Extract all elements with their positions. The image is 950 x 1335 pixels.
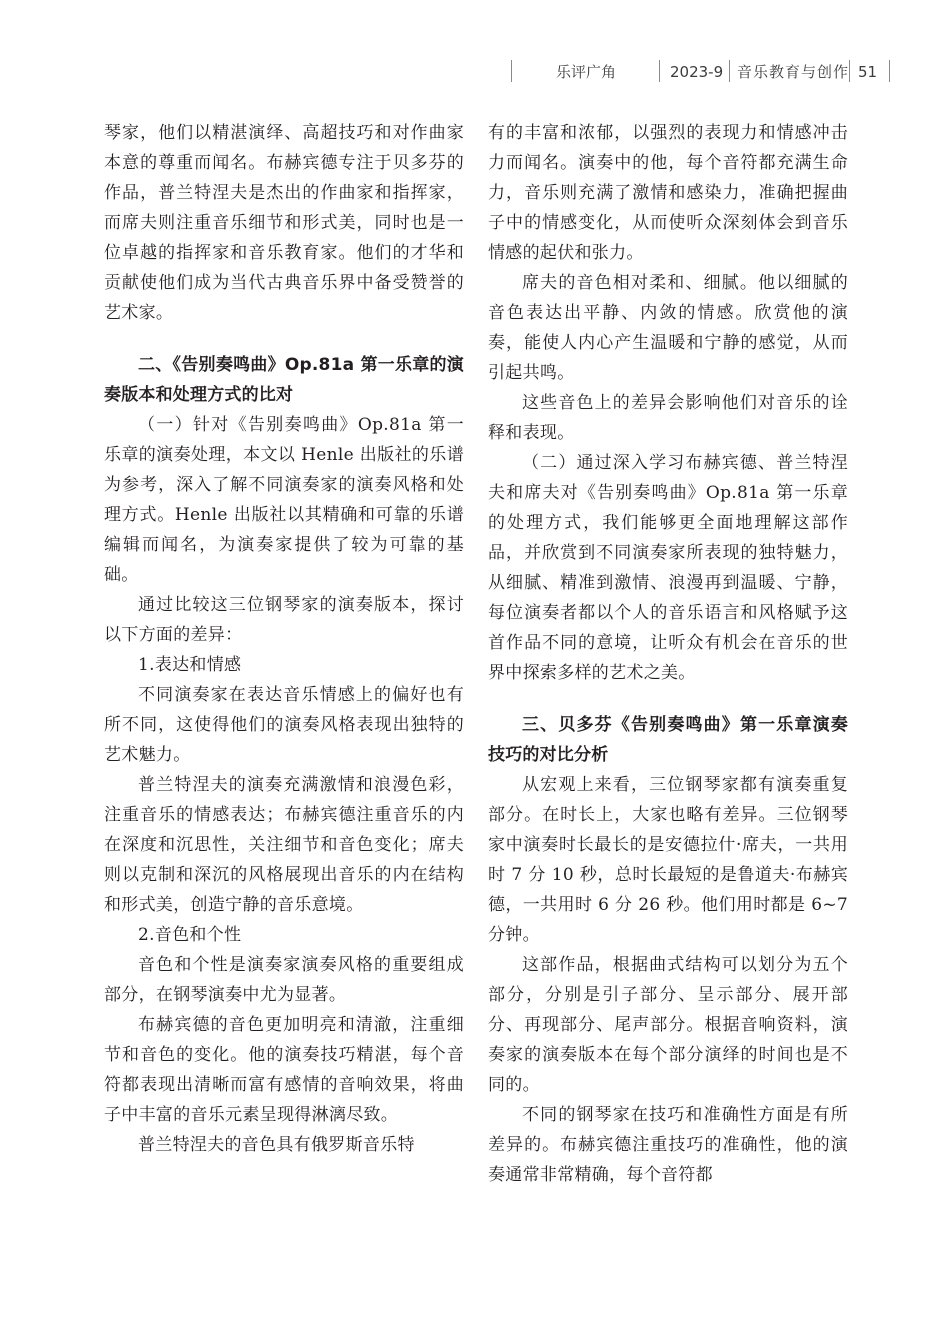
paragraph: 从宏观上来看，三位钢琴家都有演奏重复部分。在时长上，大家也略有差异。三位钢琴家中演奏时长最长的是安德拉什·席夫，一共用时 7 分 10 秒，总时长最短的是鲁道夫·布赫宾德，一共用时 6 分 26 秒。他们用时都是 6~7 分钟。 [488, 775, 848, 945]
subheading: 2.音色和个性 [138, 925, 242, 945]
paragraph: 布赫宾德的音色更加明亮和清澈，注重细节和音色的变化。他的演奏技巧精湛，每个音符都表现出清晰而富有感情的音响效果，将曲子中丰富的音乐元素呈现得淋漓尽致。 [104, 1015, 464, 1125]
journal-name: 音乐教育与创作 [737, 63, 850, 81]
page-number: 51 [858, 63, 878, 81]
paragraph: （二）通过深入学习布赫宾德、普兰特涅夫和席夫对《告别奏鸣曲》Op.81a 第一乐章的处理方式，我们能够更全面地理解这部作品，并欣赏到不同演奏家所表现的独特魅力，从细腻、精准到激情、浪漫再到温暖、宁静，每位演奏者都以个人的音乐语言和风格赋予这首作品不同的意境，让听众有机会在音乐的世界中探索多样的艺术之美。 [488, 453, 848, 683]
header-divider [729, 60, 730, 82]
subheading: 1.表达和情感 [138, 655, 242, 675]
right-column [488, 118, 848, 1190]
paragraph: 普兰特涅夫的音色具有俄罗斯音乐特 [138, 1135, 415, 1155]
section-label: 乐评广角 [556, 63, 617, 81]
section-heading: 三、贝多芬《告别奏鸣曲》第一乐章演奏技巧的对比分析 [488, 715, 848, 765]
paragraph: （一）针对《告别奏鸣曲》Op.81a 第一乐章的演奏处理，本文以 Henle 出版社的乐谱为参考，深入了解不同演奏家的演奏风格和处理方式。Henle 出版社以其精确和可靠的乐谱编辑而闻名，为演奏家提供了较为可靠的基础。 [104, 415, 464, 585]
header-divider [849, 60, 850, 82]
header-divider [889, 60, 890, 82]
left-column [104, 118, 464, 1160]
paragraph: 有的丰富和浓郁，以强烈的表现力和情感冲击力而闻名。演奏中的他，每个音符都充满生命力，音乐则充满了激情和感染力，准确把握曲子中的情感变化，从而使听众深刻体会到音乐情感的起伏和张力。 [488, 123, 848, 263]
running-header [0, 56, 950, 90]
issue-number: 2023-9 [670, 63, 724, 81]
paragraph: 音色和个性是演奏家演奏风格的重要组成部分，在钢琴演奏中尤为显著。 [104, 955, 464, 1005]
paragraph: 不同演奏家在表达音乐情感上的偏好也有所不同，这使得他们的演奏风格表现出独特的艺术魅力。 [104, 685, 464, 765]
paragraph: 通过比较这三位钢琴家的演奏版本，探讨以下方面的差异： [104, 595, 464, 645]
paragraph: 席夫的音色相对柔和、细腻。他以细腻的音色表达出平静、内敛的情感。欣赏他的演奏，能使人内心产生温暖和宁静的感觉，从而引起共鸣。 [488, 273, 848, 383]
paragraph: 不同的钢琴家在技巧和准确性方面是有所差异的。布赫宾德注重技巧的准确性，他的演奏通常非常精确，每个音符都 [488, 1105, 848, 1185]
paragraph: 琴家，他们以精湛演绎、高超技巧和对作曲家本意的尊重而闻名。布赫宾德专注于贝多芬的作品，普兰特涅夫是杰出的作曲家和指挥家，而席夫则注重音乐细节和形式美，同时也是一位卓越的指挥家和音乐教育家。他们的才华和贡献使他们成为当代古典音乐界中备受赞誉的艺术家。 [104, 123, 464, 323]
header-divider [511, 60, 512, 82]
paragraph: 这部作品，根据曲式结构可以划分为五个部分，分别是引子部分、呈示部分、展开部分、再现部分、尾声部分。根据音响资料，演奏家的演奏版本在每个部分演绎的时间也是不同的。 [488, 955, 848, 1095]
header-divider [659, 60, 660, 82]
paragraph: 这些音色上的差异会影响他们对音乐的诠释和表现。 [488, 393, 848, 443]
section-heading: 二、《告别奏鸣曲》Op.81a 第一乐章的演奏版本和处理方式的比对 [104, 355, 464, 405]
paragraph: 普兰特涅夫的演奏充满激情和浪漫色彩，注重音乐的情感表达；布赫宾德注重音乐的内在深度和沉思性，关注细节和音色变化；席夫则以克制和深沉的风格展现出音乐的内在结构和形式美，创造宁静的音乐意境。 [104, 775, 464, 915]
